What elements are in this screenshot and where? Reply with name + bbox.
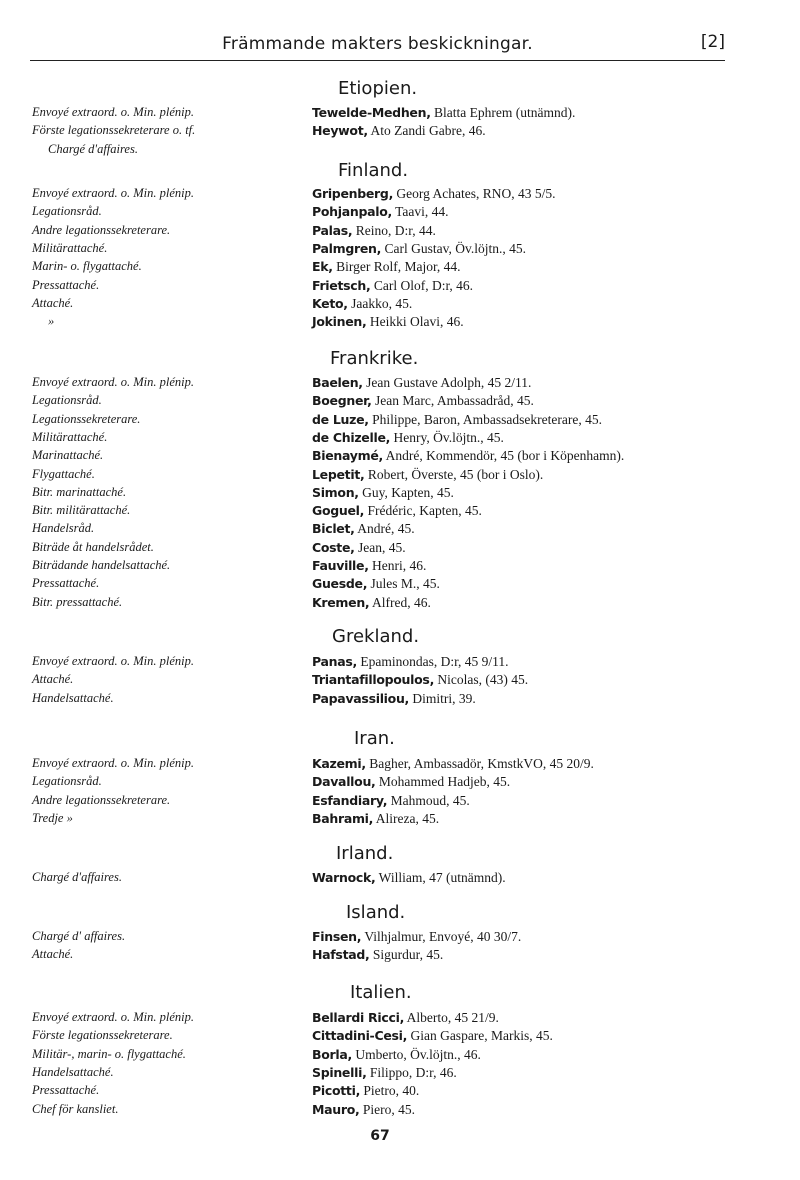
role-title: Handelsattaché. — [32, 690, 114, 705]
person-entry — [312, 654, 782, 670]
person-details: Dimitri, 39. — [409, 690, 476, 706]
role-title: Envoyé extraord. o. Min. plénip. — [32, 756, 194, 770]
directory-row — [0, 595, 800, 613]
page-header — [30, 34, 725, 61]
person-entry — [312, 1010, 782, 1026]
role-title: Chargé d'affaires. — [48, 141, 138, 156]
person-surname: Lepetit, — [312, 466, 365, 482]
person-entry — [312, 1065, 782, 1081]
person-details: Vilhjalmur, Envoyé, 40 30/7. — [361, 929, 522, 944]
directory-row — [0, 223, 800, 241]
person-surname: Baelen, — [312, 375, 363, 390]
person-details: André, 45. — [354, 521, 415, 537]
person-surname: Bienaymé, — [312, 448, 383, 464]
country-heading: Grekland. — [332, 626, 420, 647]
person-entry — [312, 1083, 782, 1099]
role-title: Biträde åt handelsrådet. — [32, 539, 154, 554]
role-title: Bitr. pressattaché. — [32, 594, 123, 609]
person-entry — [312, 1102, 782, 1118]
role-title: Handelsattaché. — [32, 1064, 114, 1079]
person-entry — [312, 485, 782, 501]
person-entry — [312, 204, 782, 220]
person-surname: Keto, — [312, 295, 348, 311]
directory-row — [0, 774, 800, 792]
person-surname: de Chizelle, — [312, 429, 391, 445]
person-details: Pietro, 40. — [360, 1083, 420, 1099]
directory-row — [0, 314, 800, 332]
person-surname: Bahrami, — [312, 810, 374, 826]
person-entry — [312, 430, 782, 446]
directory-row — [0, 241, 800, 259]
person-details: Mahmoud, 45. — [387, 792, 470, 808]
person-entry — [312, 1028, 782, 1044]
person-surname: Goguel, — [312, 503, 365, 519]
directory-row — [0, 870, 800, 888]
role-title: Chargé d'affaires. — [32, 870, 122, 884]
person-details: Jaakko, 45. — [347, 295, 413, 311]
person-entry — [312, 186, 782, 202]
person-entry — [312, 595, 782, 611]
person-surname: Triantafillopoulos, — [312, 672, 435, 688]
role-title: Biträdande handelsattaché. — [32, 558, 171, 572]
person-details: Jean Gustave Adolph, 45 2/11. — [362, 375, 532, 390]
directory-row — [0, 672, 800, 690]
role-title: Pressattaché. — [32, 1083, 100, 1098]
person-details: Nicolas, (43) 45. — [434, 672, 529, 688]
role-title: Bitr. militärattaché. — [32, 503, 131, 518]
person-entry — [312, 223, 782, 239]
person-surname: Boegner, — [312, 393, 372, 409]
person-entry — [312, 503, 782, 519]
person-details: Jules M., 45. — [367, 576, 440, 592]
person-surname: Finsen, — [312, 929, 362, 944]
role-title: Legationsråd. — [32, 393, 102, 408]
role-title: Pressattaché. — [32, 277, 100, 292]
role-title: Attaché. — [32, 295, 74, 310]
person-entry — [312, 1047, 782, 1063]
country-heading: Irland. — [336, 843, 394, 864]
person-entry — [312, 793, 782, 809]
person-entry — [312, 811, 782, 827]
directory-row — [0, 412, 800, 430]
person-entry — [312, 947, 782, 963]
directory-row — [0, 393, 800, 411]
role-title: Attaché. — [32, 947, 74, 962]
role-title: Envoyé extraord. o. Min. plénip. — [32, 186, 194, 200]
role-title: Envoyé extraord. o. Min. plénip. — [32, 1010, 194, 1024]
person-details: Mohammed Hadjeb, 45. — [375, 774, 511, 790]
person-surname: Fauville, — [312, 558, 369, 573]
directory-row — [0, 1102, 800, 1120]
person-surname: Warnock, — [312, 870, 376, 885]
person-surname: Tewelde-Medhen, — [312, 105, 431, 120]
person-entry — [312, 774, 782, 790]
person-details: Carl Olof, D:r, 46. — [370, 277, 474, 293]
person-details: Epaminondas, D:r, 45 9/11. — [356, 654, 509, 669]
person-entry — [312, 241, 782, 257]
person-details: Bagher, Ambassadör, KmstkVO, 45 20/9. — [365, 756, 594, 771]
person-details: Blatta Ephrem (utnämnd). — [430, 105, 576, 120]
person-entry — [312, 558, 782, 574]
person-details: Reino, D:r, 44. — [352, 222, 436, 238]
person-surname: Guesde, — [312, 576, 368, 592]
role-title: » — [48, 314, 55, 329]
person-details: Guy, Kapten, 45. — [358, 484, 454, 500]
country-heading: Finland. — [338, 160, 409, 181]
person-entry — [312, 105, 782, 121]
person-details: Philippe, Baron, Ambassadsekreterare, 45. — [368, 411, 602, 427]
person-details: Filippo, D:r, 46. — [366, 1064, 457, 1080]
page-number: 67 — [370, 1128, 390, 1144]
person-entry — [312, 870, 782, 886]
person-entry — [312, 123, 782, 139]
person-details: Henri, 46. — [368, 558, 427, 573]
page-title: Främmande makters beskickningar. — [222, 34, 533, 54]
person-entry — [312, 467, 782, 483]
directory-row — [0, 430, 800, 448]
person-details: Alfred, 46. — [369, 594, 431, 610]
person-details: Alberto, 45 21/9. — [404, 1010, 499, 1025]
person-surname: Papavassiliou, — [312, 690, 409, 706]
person-entry — [312, 375, 782, 391]
person-surname: Pohjanpalo, — [312, 204, 392, 220]
person-entry — [312, 929, 782, 945]
person-entry — [312, 314, 782, 330]
person-details: Henry, Öv.löjtn., 45. — [390, 429, 504, 445]
country-heading: Etiopien. — [338, 78, 418, 99]
person-details: Frédéric, Kapten, 45. — [364, 503, 482, 519]
person-entry — [312, 756, 782, 772]
person-details: Taavi, 44. — [391, 204, 449, 220]
person-details: André, Kommendör, 45 (bor i Köpenhamn). — [382, 448, 625, 464]
role-title: Legationssekreterare. — [32, 411, 141, 426]
country-heading: Iran. — [354, 728, 395, 749]
person-details: Carl Gustav, Öv.löjtn., 45. — [381, 240, 526, 256]
directory-row — [0, 521, 800, 539]
person-details: Piero, 45. — [359, 1101, 415, 1117]
person-surname: Esfandiary, — [312, 792, 388, 808]
directory-row — [0, 811, 800, 829]
role-title: Envoyé extraord. o. Min. plénip. — [32, 105, 194, 119]
directory-row — [0, 793, 800, 811]
person-surname: Gripenberg, — [312, 186, 394, 201]
directory-row — [0, 142, 800, 160]
person-details: Umberto, Öv.löjtn., 46. — [351, 1046, 481, 1062]
directory-row — [0, 947, 800, 965]
role-title: Militär-, marin- o. flygattaché. — [32, 1046, 186, 1061]
directory-row — [0, 467, 800, 485]
role-title: Marin- o. flygattaché. — [32, 259, 142, 274]
person-surname: Bellardi Ricci, — [312, 1010, 405, 1025]
person-entry — [312, 521, 782, 537]
person-surname: Hafstad, — [312, 947, 370, 963]
directory-row — [0, 278, 800, 296]
person-surname: Kremen, — [312, 594, 370, 610]
directory-row — [0, 204, 800, 222]
directory-row — [0, 756, 800, 774]
person-details: Sigurdur, 45. — [369, 947, 444, 963]
person-details: Alireza, 45. — [373, 810, 440, 826]
person-surname: Palmgren, — [312, 240, 382, 256]
role-title: Tredje » — [32, 810, 73, 825]
role-title: Andre legationssekreterare. — [32, 222, 171, 237]
directory-row — [0, 1047, 800, 1065]
person-entry — [312, 691, 782, 707]
page-reference: [2] — [700, 32, 725, 52]
role-title: Bitr. marinattaché. — [32, 484, 127, 499]
person-details: Georg Achates, RNO, 43 5/5. — [393, 186, 556, 201]
directory-row — [0, 576, 800, 594]
person-entry — [312, 259, 782, 275]
role-title: Envoyé extraord. o. Min. plénip. — [32, 375, 194, 389]
person-surname: Simon, — [312, 484, 359, 500]
person-surname: Borla, — [312, 1046, 352, 1062]
country-heading: Frankrike. — [330, 348, 419, 369]
directory-row — [0, 654, 800, 672]
role-title: Militärattaché. — [32, 429, 108, 444]
role-title: Legationsråd. — [32, 204, 102, 219]
person-surname: Davallou, — [312, 774, 376, 790]
role-title: Chef för kansliet. — [32, 1101, 119, 1116]
person-entry — [312, 412, 782, 428]
role-title: Förste legationssekreterare o. tf. — [32, 123, 196, 138]
directory-row — [0, 448, 800, 466]
country-heading: Island. — [346, 902, 406, 923]
directory-row — [0, 929, 800, 947]
directory-row — [0, 485, 800, 503]
role-title: Attaché. — [32, 672, 74, 687]
person-entry — [312, 672, 782, 688]
role-title: Legationsråd. — [32, 774, 102, 789]
person-details: Birger Rolf, Major, 44. — [332, 259, 461, 275]
directory-row — [0, 1010, 800, 1028]
person-surname: Biclet, — [312, 521, 355, 537]
directory-row — [0, 1083, 800, 1101]
person-surname: Cittadini-Cesi, — [312, 1028, 408, 1044]
role-title: Envoyé extraord. o. Min. plénip. — [32, 654, 194, 668]
directory-row — [0, 123, 800, 141]
role-title: Handelsråd. — [32, 521, 95, 536]
role-title: Militärattaché. — [32, 240, 108, 255]
person-details: Robert, Överste, 45 (bor i Oslo). — [364, 466, 544, 482]
person-entry — [312, 576, 782, 592]
directory-row — [0, 296, 800, 314]
person-surname: de Luze, — [312, 411, 369, 427]
directory-row — [0, 558, 800, 576]
directory-row — [0, 375, 800, 393]
person-surname: Frietsch, — [312, 277, 371, 293]
person-details: Heikki Olavi, 46. — [366, 314, 464, 330]
role-title: Flygattaché. — [32, 466, 95, 481]
country-heading: Italien. — [350, 982, 412, 1003]
person-entry — [312, 448, 782, 464]
role-title: Förste legationssekreterare. — [32, 1028, 173, 1043]
person-entry — [312, 278, 782, 294]
person-surname: Jokinen, — [312, 314, 367, 330]
person-surname: Mauro, — [312, 1101, 360, 1117]
person-entry — [312, 296, 782, 312]
directory-row — [0, 540, 800, 558]
person-surname: Spinelli, — [312, 1064, 367, 1080]
directory-row — [0, 105, 800, 123]
person-surname: Kazemi, — [312, 756, 366, 771]
person-surname: Heywot, — [312, 123, 368, 139]
person-surname: Palas, — [312, 222, 353, 238]
person-details: Ato Zandi Gabre, 46. — [367, 123, 486, 139]
person-surname: Picotti, — [312, 1083, 361, 1099]
person-entry — [312, 393, 782, 409]
role-title: Andre legationssekreterare. — [32, 792, 171, 807]
person-entry — [312, 540, 782, 556]
directory-row — [0, 259, 800, 277]
person-details: Jean Marc, Ambassadråd, 45. — [371, 393, 534, 409]
role-title: Pressattaché. — [32, 576, 100, 591]
person-surname: Coste, — [312, 539, 355, 555]
person-details: William, 47 (utnämnd). — [375, 870, 506, 885]
role-title: Marinattaché. — [32, 448, 104, 463]
directory-row — [0, 186, 800, 204]
role-title: Chargé d' affaires. — [32, 929, 126, 943]
person-details: Gian Gaspare, Markis, 45. — [407, 1028, 553, 1044]
person-details: Jean, 45. — [354, 539, 406, 555]
directory-row — [0, 1065, 800, 1083]
person-surname: Ek, — [312, 259, 333, 275]
person-surname: Panas, — [312, 654, 357, 669]
directory-row — [0, 691, 800, 709]
directory-row — [0, 1028, 800, 1046]
directory-row — [0, 503, 800, 521]
